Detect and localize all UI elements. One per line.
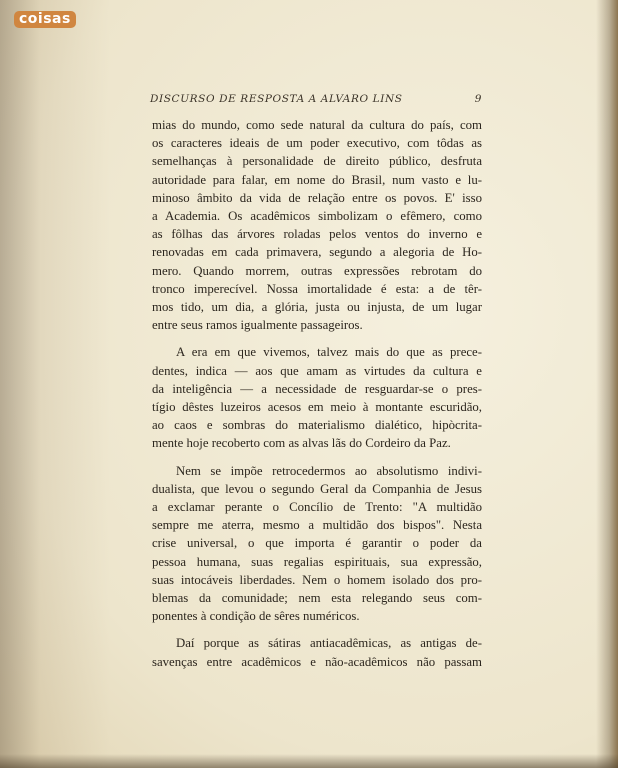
text-line: mias do mundo, como sede natural da cultura do país, com bbox=[152, 118, 482, 132]
text-line: Daí porque as sátiras antiacadêmicas, as antigas de- bbox=[176, 636, 482, 651]
text-line: semelhanças à personalidade de direito público, desfruta bbox=[152, 154, 482, 169]
text-line: ao caos e sombras do materialismo dialético, hipòcrita- bbox=[152, 418, 482, 433]
text-line: savenças entre acadêmicos e não-acadêmicos não passam bbox=[152, 654, 482, 669]
text-line: A era em que vivemos, talvez mais do que as prece- bbox=[176, 345, 482, 360]
text-line: a exclamar perante o Concílio de Trento: "A multidão bbox=[152, 500, 482, 515]
text-line: dentes, indica — aos que amam as virtudes da cultura e bbox=[152, 363, 482, 378]
text-line: autoridade para falar, em nome do Brasil, num vasto e lu- bbox=[152, 172, 482, 187]
body-text bbox=[152, 116, 482, 680]
text-line: sempre me aterra, mesmo a multidão dos bispos". Nesta bbox=[152, 518, 482, 533]
text-line: suas intocáveis liberdades. Nem o homem isolado dos pro- bbox=[152, 572, 482, 587]
text-line: minoso âmbito da vida de relação entre os povos. E' isso bbox=[152, 190, 482, 205]
text-line: os caracteres ideais de um poder executivo, com tôdas as bbox=[152, 136, 482, 151]
paragraph bbox=[152, 116, 482, 334]
text-line: renovadas em cada primavera, segundo a alegoria de Ho- bbox=[152, 245, 482, 260]
paragraph bbox=[152, 343, 482, 452]
text-line: pessoa humana, suas regalias espirituais, sua expressão, bbox=[152, 554, 482, 569]
page-edge-shadow bbox=[596, 0, 618, 768]
text-line: entre seus ramos igualmente passageiros. bbox=[152, 318, 363, 333]
page-number: 9 bbox=[474, 93, 482, 105]
text-line: tígio dêstes luzeiros acesos em meio à montante escuridão, bbox=[152, 400, 482, 415]
text-line: as fôlhas das árvores roladas pelos ventos do inverno e bbox=[152, 227, 482, 242]
text-line: mos tido, um dia, a glória, justa ou injusta, de um lugar bbox=[152, 300, 482, 315]
paragraph bbox=[152, 462, 482, 626]
text-line: crise universal, o que importa é garantir o poder da bbox=[152, 536, 482, 551]
watermark-logo: coisas bbox=[14, 11, 76, 28]
text-line: ponentes à condição de sêres numéricos. bbox=[152, 609, 360, 624]
running-head bbox=[150, 93, 482, 105]
text-line: mero. Quando morrem, outras expressões rebrotam do bbox=[152, 263, 482, 278]
text-line: blemas da comunidade; nem esta relegando seus com- bbox=[152, 591, 482, 606]
paragraph bbox=[152, 634, 482, 670]
text-line: dualista, que levou o segundo Geral da Companhia de Jesus bbox=[152, 481, 482, 496]
text-line: tronco imperecível. Nossa imortalidade é esta: a de têr- bbox=[152, 281, 482, 296]
text-line: mente hoje recoberto com as alvas lãs do Cordeiro da Paz. bbox=[152, 436, 451, 451]
text-line: a Academia. Os acadêmicos simbolizam o efêmero, como bbox=[152, 209, 482, 224]
text-line: da inteligência — a necessidade de resguardar-se o pres- bbox=[152, 381, 482, 396]
text-line: Nem se impõe retrocedermos ao absolutismo indivi- bbox=[176, 463, 482, 478]
page-bottom-shadow bbox=[0, 754, 618, 768]
running-title: DISCURSO DE RESPOSTA A ALVARO LINS bbox=[150, 93, 403, 105]
